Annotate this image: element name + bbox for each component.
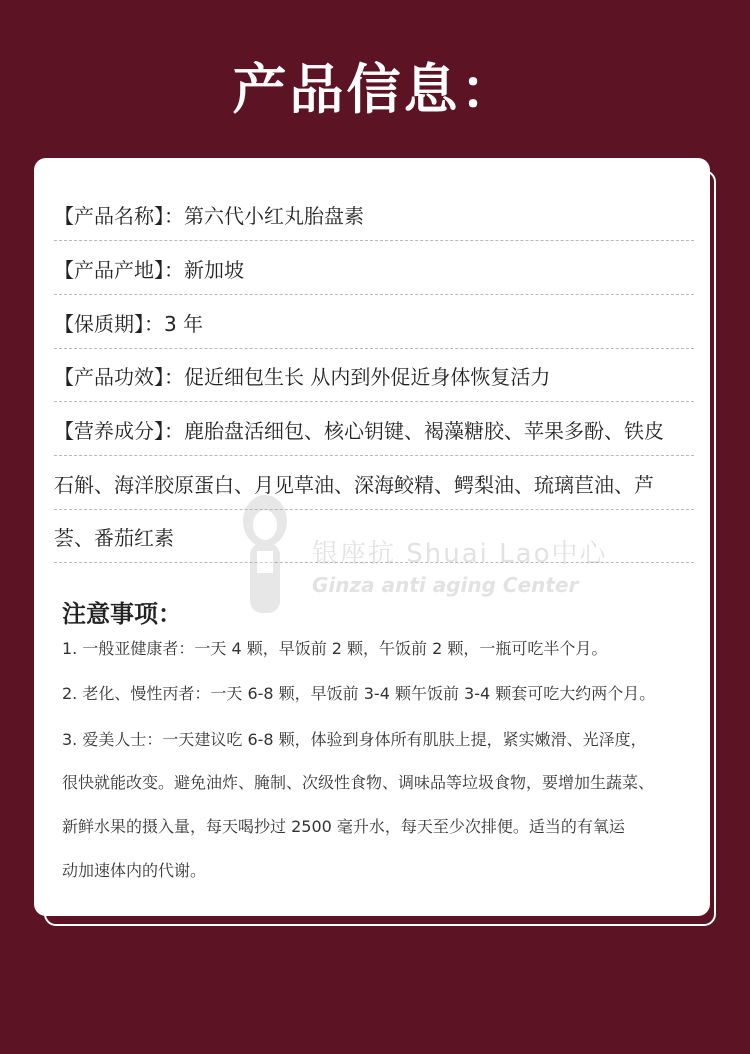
note-line-2: 2. 老化、慢性丙者：一天 6-8 颗，早饭前 3-4 颗午饭前 3-4 颗套可吃大约两个月。 [62,684,656,703]
page-title: 产品信息： [232,58,518,121]
notes-title: 注意事项： [62,600,182,628]
note-line-3: 3. 爱美人士：一天建议吃 6-8 颗，体验到身体所有肌肤上提，紧实嫩滑、光泽度， [62,730,647,749]
product-info-card [34,158,710,916]
watermark [230,493,630,623]
note-line-4: 很快就能改变。避免油炸、腌制、次级性食物、调味品等垃圾食物，要增加生蔬菜、 [62,773,655,792]
info-row-efficacy: 【产品功效】：促近细包生长 从内到外促近身体恢复活力 [54,361,694,402]
note-line-6: 动加速体内的代谢。 [62,861,207,880]
info-row-product-name: 【产品名称】：第六代小红丸胎盘素 [54,200,694,241]
note-line-1: 1. 一般亚健康者：一天 4 颗，早饭前 2 颗，午饭前 2 颗，一瓶可吃半个月。 [62,639,608,658]
info-row-ingredients-end: 荟、番茄红素 [54,522,694,563]
info-row-ingredients-cont: 石斛、海洋胶原蛋白、月见草油、深海鲛精、鳄梨油、琉璃苣油、芦 [54,469,694,510]
info-row-origin: 【产品产地】：新加坡 [54,254,694,295]
watermark-en-text: Ginza anti aging Center [312,573,579,597]
info-row-ingredients: 【营养成分】：鹿胎盘活细包、核心钥键、褐藻糖胶、苹果多酚、铁皮 [54,415,694,456]
note-line-5: 新鲜水果的摄入量，每天喝抄过 2500 毫升水，每天至少次排便。适当的有氧运 [62,817,625,836]
watermark-logo-icon [230,493,300,623]
watermark-cn-text: 银座抗 Shuai Lao中心 [312,539,608,569]
info-row-shelf-life: 【保质期】：3 年 [54,308,694,349]
